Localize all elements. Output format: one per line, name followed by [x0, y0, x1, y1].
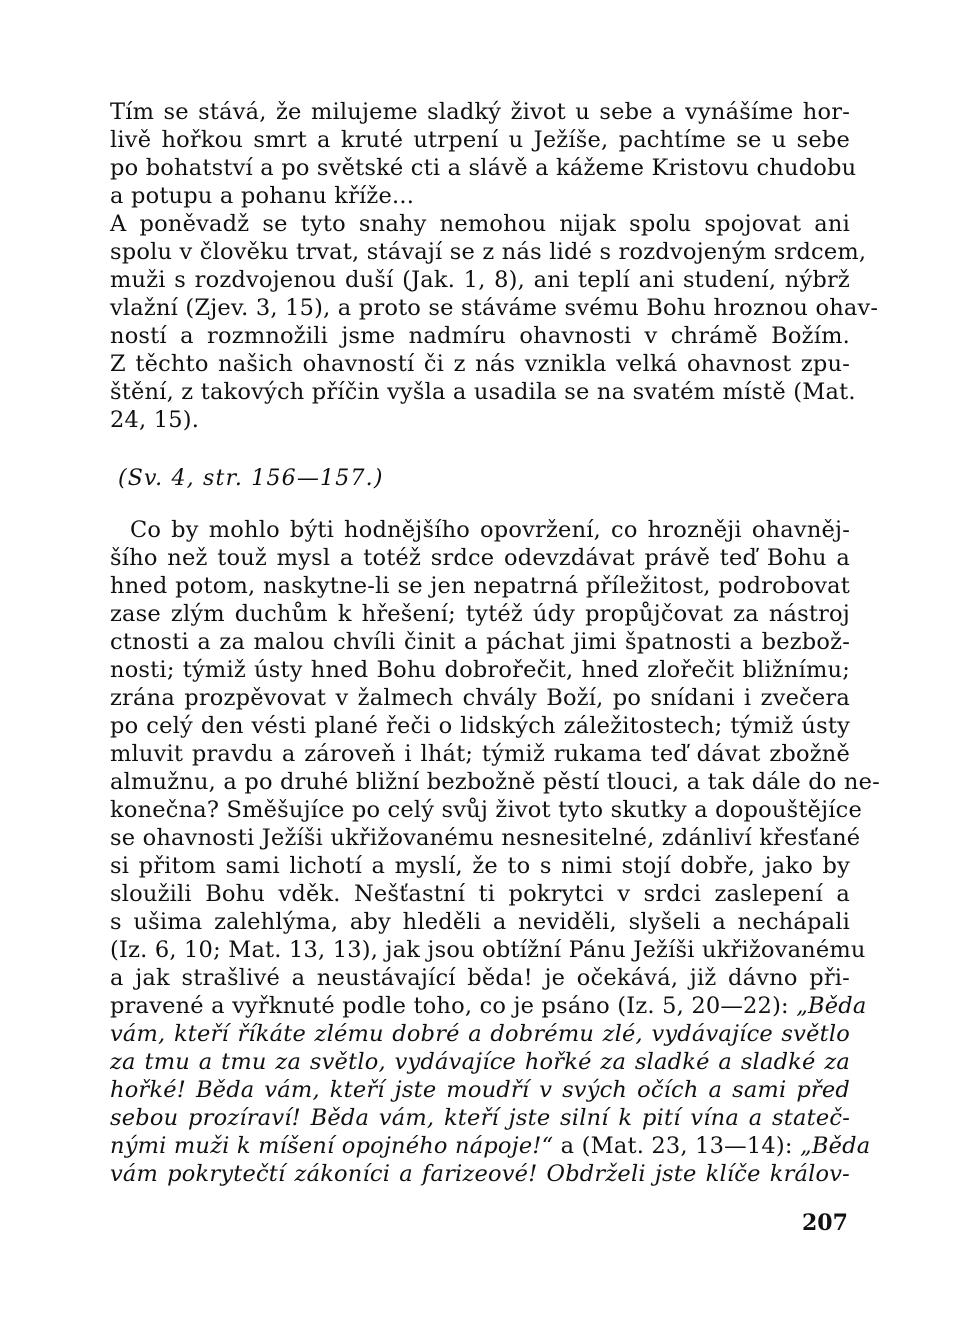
text-line: si přitom sami lichotí a myslí, že to s nimi stojí dobře, jako by [110, 853, 850, 879]
text-line-with-quote-start [110, 992, 867, 1020]
text-line: livě hořkou smrt a kruté utrpení u Ježíše, pachtíme se u sebe [110, 127, 850, 153]
text-line: hned potom, naskytne-li se jen nepatrná příležitost, podrobovat [110, 573, 850, 599]
text-line: ností a rozmnožili jsme nadmíru ohavnosti v chrámě Božím. [110, 323, 850, 349]
text-line: Co by mohlo býti hodnějšího opovržení, co hrozněji ohavněj- [130, 517, 850, 543]
text-line: štění, z takových příčin vyšla a usadila se na svatém místě (Mat. [110, 379, 856, 405]
text-line: zrána prozpěvovat v žalmech chvály Boží, po snídani i zvečera [110, 685, 850, 711]
text-line: po bohatství a po světské cti a slávě a kážeme Kristovu chudobu [110, 155, 857, 181]
text-line: Z těchto našich ohavností či z nás vznikla velká ohavnost zpu- [110, 351, 850, 377]
text-line: almužnu, a po druhé bližní bezbožně pěstí tlouci, a tak dále do ne- [110, 769, 880, 795]
text-line: a potupu a pohanu kříže... [110, 183, 415, 209]
text-line: Tím se stává, že milujeme sladký život u sebe a vynášíme hor- [110, 99, 850, 125]
text-line: vlažní (Zjev. 3, 15), a proto se stáváme svému Bohu hroznou ohav- [110, 295, 879, 321]
text-line: a jak strašlivé a neustávající běda! je očekává, již dávno při- [110, 965, 850, 991]
quote-line: za tmu a tmu za světlo, vydávajíce hořké za sladké a sladké za [110, 1049, 850, 1075]
page-number: 207 [802, 1210, 848, 1236]
text-line: sloužili Bohu vděk. Nešťastní ti pokrytci v srdci zaslepení a [110, 881, 850, 907]
quote-line: hořké! Běda vám, kteří jste moudří v svých očích a sami před [110, 1077, 850, 1103]
quote-line: vám pokrytečtí zákoníci a farizeové! Obdrželi jste klíče králov- [110, 1161, 850, 1187]
text-line: ctnosti a za malou chvíli činit a páchat jimi špatnosti a bezbož- [110, 629, 850, 655]
text-segment: pravené a vyřknuté podle toho, co je psáno (Iz. 5, 20—22): [110, 993, 789, 1019]
quote-segment: nými muži k míšení opojného nápoje!“ [110, 1133, 554, 1159]
text-line: šího než touž mysl a totéž srdce odevzdávat právě teď Bohu a [110, 545, 850, 571]
text-line: (Iz. 6, 10; Mat. 13, 13), jak jsou obtížní Pánu Ježíši ukřižovanému [110, 937, 866, 963]
text-line: muži s rozdvojenou duší (Jak. 1, 8), ani teplí ani studení, nýbrž [110, 267, 850, 293]
text-line: konečna? Směšujíce po celý svůj život tyto skutky a dopouštějíce [110, 797, 862, 823]
text-line: nosti; týmiž ústy hned Bohu dobrořečit, hned zlořečit bližnímu; [110, 657, 850, 683]
text-line: spolu v člověku trvat, stávají se z nás lidé s rozdvojeným srdcem, [110, 239, 867, 265]
quote-line: vám, kteří říkáte zlému dobré a dobrému zlé, vydávajíce světlo [110, 1021, 850, 1047]
text-line: zase zlým duchům k hřešení; tytéž údy propůjčovat za nástroj [110, 601, 850, 627]
mixed-line [110, 1132, 871, 1160]
text-line: se ohavnosti Ježíši ukřižovanému nesnesitelné, zdánliví křesťané [110, 825, 861, 851]
text-line: s ušima zalehlýma, aby hleděli a neviděli, slyšeli a nechápali [110, 909, 850, 935]
text-line: A poněvadž se tyto snahy nemohou nijak spolu spojovat ani [110, 211, 850, 237]
citation-segment: a (Mat. 23, 13—14): [553, 1133, 800, 1159]
text-line: po celý den vésti plané řeči o lidských záležitostech; týmiž ústy [110, 713, 850, 739]
text-line: 24, 15). [110, 407, 200, 433]
quote-line: sebou prozíraví! Běda vám, kteří jste silní k pití vína a stateč- [110, 1105, 850, 1131]
quote-segment: „Běda [800, 1133, 871, 1159]
text-line: mluvit pravdu a zároveň i lhát; týmiž rukama teď dávat zbožně [110, 741, 850, 767]
quote-start: „Běda [796, 993, 867, 1019]
source-reference: (Sv. 4, str. 156—157.) [118, 466, 384, 491]
